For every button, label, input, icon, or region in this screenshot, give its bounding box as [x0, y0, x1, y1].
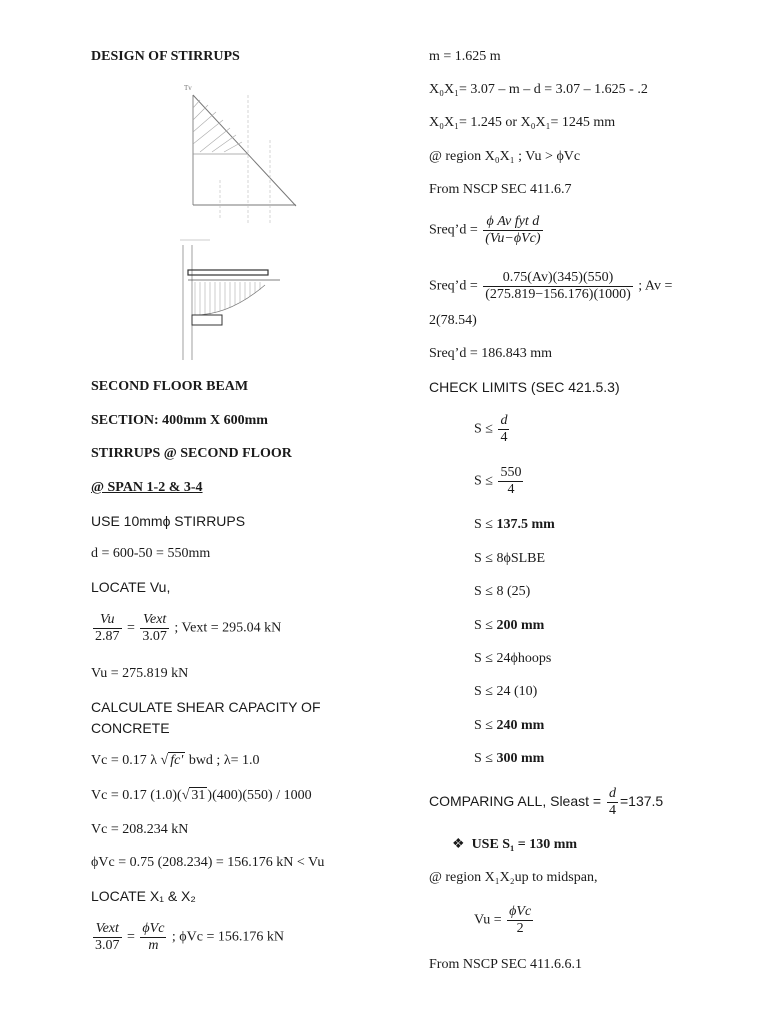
equals-sign: = [127, 929, 135, 945]
fraction-numerator: d [608, 786, 616, 801]
vc-value: Vc = 208.234 kN [91, 822, 189, 837]
check-limits-heading: CHECK LIMITS (SEC 421.5.3) [429, 379, 620, 395]
fraction-denominator: 4 [500, 430, 508, 445]
phi-vc-note: ; ϕVc = 156.176 kN [171, 929, 285, 945]
locate-x1-x2-heading: LOCATE X₁ & X₂ [91, 888, 196, 904]
fraction-denominator: 3.07 [142, 629, 167, 644]
vu-value: Vu = 275.819 kN [91, 666, 189, 681]
region-x1x2: @ region X₁X₂up to midspan, [429, 870, 598, 885]
limit-8-25: S ≤ 8 (25) [474, 584, 531, 599]
fraction-numerator: 550 [500, 465, 522, 480]
s-required-value: Sreq’d = 186.843 mm [429, 346, 552, 361]
limit-137-5: S ≤ 137.5 mm [474, 517, 555, 532]
vext-value: ; Vext = 295.04 kN [174, 620, 282, 636]
limit-550-over-4: S ≤ $\frac{550}{4}$ [474, 465, 522, 497]
fraction-denominator: 4 [507, 482, 515, 497]
fraction-numerator: Vext [93, 921, 122, 938]
vc-substitution: Vc = 0.17 (1.0)(√ 31 )(400)(550) / 1000 [91, 788, 312, 803]
beam-title: SECOND FLOOR BEAM [91, 379, 249, 394]
fraction-numerator: d [500, 413, 508, 428]
limit-200: S ≤ 200 mm [474, 618, 545, 633]
limit-240: S ≤ 240 mm [474, 718, 545, 733]
shear-diagram-figure [170, 80, 310, 365]
fraction-numerator: 0.75(Av)(345)(550) [483, 270, 633, 287]
fraction-denominator: 2.87 [95, 629, 120, 644]
section-dimensions: SECTION: 400mm X 600mm [91, 413, 268, 428]
fraction-denominator: (275.819−156.176)(1000) [485, 287, 631, 302]
av-continuation: 2(78.54) [429, 313, 477, 328]
fraction-numerator: Vu [93, 612, 122, 629]
fraction-numerator: Vext [140, 612, 169, 629]
fraction-denominator: 4 [608, 803, 616, 818]
effective-depth-eq: d = 600-50 = 550mm [91, 546, 211, 561]
calc-shear-heading-line2: CONCRETE [91, 720, 170, 736]
fraction-denominator: (Vu−ϕVc) [485, 231, 541, 246]
fraction-denominator: 2 [516, 921, 524, 936]
fraction-numerator: ϕ Av fyt d [483, 214, 542, 231]
calc-shear-heading-line1: CALCULATE SHEAR CAPACITY OF [91, 699, 321, 715]
vc-formula: Vc = 0.17 λ √ fc' bwd ; λ= 1.0 [91, 753, 260, 768]
vu-ratio-equation [91, 612, 281, 645]
limit-24-10: S ≤ 24 (10) [474, 684, 538, 699]
limit-d-over-4: S ≤ $\frac{d}{4}$ [474, 413, 508, 445]
phi-vc-value: ϕVc = 0.75 (208.234) = 156.176 kN < Vu [91, 855, 325, 870]
fraction-numerator: ϕVc [509, 904, 532, 919]
span-heading: @ SPAN 1-2 & 3-4 [91, 480, 203, 495]
design-title: DESIGN OF STIRRUPS [91, 49, 240, 64]
m-value: m = 1.625 m [429, 49, 501, 64]
limit-300: S ≤ 300 mm [474, 751, 545, 766]
fraction-numerator: ϕVc [142, 921, 165, 936]
fraction-denominator: m [148, 938, 159, 953]
use-s1-bullet: ❖ USE S₁ = 130 mm [452, 837, 578, 852]
diamond-bullet-icon: ❖ [452, 837, 465, 852]
av-note: ; Av = [638, 278, 673, 294]
figure-tv-label: Tv [184, 84, 192, 92]
x0x1-equation: X₀X₁= 3.07 – m – d = 3.07 – 1.625 - .2 [429, 82, 648, 97]
limit-24-hoops: S ≤ 24ϕhoops [474, 651, 552, 666]
locate-vu-heading: LOCATE Vu, [91, 579, 171, 595]
use-stirrups-text: USE 10mmϕ STIRRUPS [91, 513, 246, 529]
region-x0x1-check: @ region X₀X₁ ; Vu > ϕVc [429, 149, 581, 164]
equals-sign: = [127, 620, 135, 636]
vu-half-formula: Vu = $\frac{\text{ϕVc}}{2}$ [474, 904, 532, 936]
s-required-formula: Sreq’d = $\frac{\text{ϕ Av fyt d}}{\text{(Vu−ϕVc)}}$ [429, 214, 541, 246]
nscp-section-ref-2: From NSCP SEC 411.6.6.1 [429, 957, 582, 972]
limit-8-slbe: S ≤ 8ϕSLBE [474, 551, 546, 566]
nscp-section-ref: From NSCP SEC 411.6.7 [429, 182, 572, 197]
fraction-denominator: 3.07 [95, 938, 120, 953]
stirrups-floor-heading: STIRRUPS @ SECOND FLOOR [91, 446, 292, 461]
x-ratio-equation [91, 921, 284, 954]
s-required-substitution: Sreq’d = $\frac{0.75(Av)(345)(550)}{(275.819-156.176)(1000)}$ ; Av = [429, 270, 673, 302]
x0x1-value: X₀X₁= 1.245 or X₀X₁= 1245 mm [429, 115, 616, 130]
comparing-all: COMPARING ALL, Sleast = $\frac{d}{4}$ =137.5 [429, 786, 664, 818]
